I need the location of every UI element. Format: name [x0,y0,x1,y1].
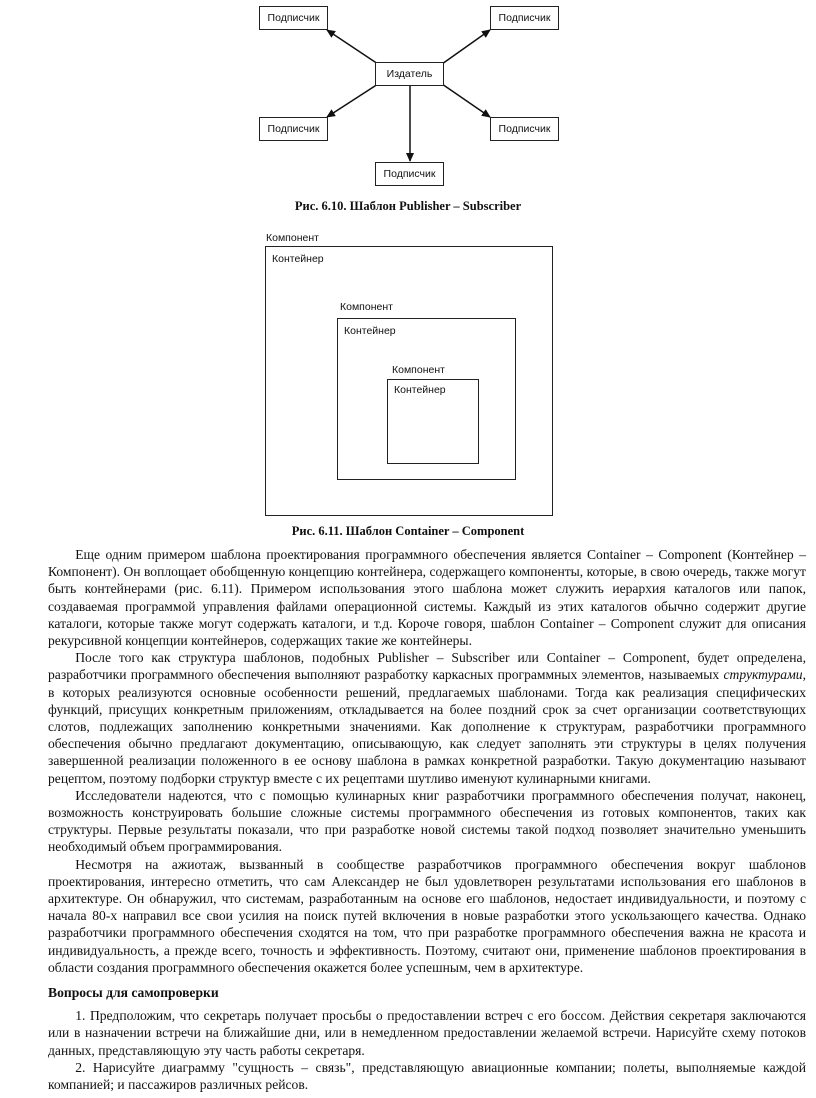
section-heading: Вопросы для самопроверки [48,985,219,1001]
subscriber-node: Подписчик [375,162,444,186]
publisher-node: Издатель [375,62,444,86]
emphasis-term: структурами [723,667,803,683]
figure-caption: Рис. 6.10. Шаблон Publisher – Subscriber [294,199,522,213]
subscriber-node: Подписчик [490,6,559,30]
container-label: Контейнер [394,384,446,396]
component-label: Компонент [392,364,445,376]
subscriber-node: Подписчик [259,117,328,141]
subscriber-node: Подписчик [490,117,559,141]
paragraph-part: После того как структура шаблонов, подобных Publisher – Subscriber или Container – Component, будет определена, разработчики программного обеспечения выполняют разработку каркасных программных элементов, называемых [48,650,806,683]
arrow-top-left [327,30,378,64]
arrow-bottom-left [327,84,378,117]
publisher-subscriber-diagram [0,0,816,200]
container-label: Контейнер [272,253,324,265]
arrow-bottom-right [442,84,490,117]
paragraph: Исследователи надеются, что с помощью кулинарных книг разработчики программного обеспечения получат, наконец, возможность конструировать большие сложные системы программного обеспечения из готовых компонентов, таких как структуры. Первые результаты показали, что при разработке новой системы такой подход позволяет значительно уменьшить необходимый объем программирования. [48,787,806,855]
paragraph: Еще одним примером шаблона проектирования программного обеспечения является Container – Component (Контейнер – Компонент). Он воплощает обобщенную концепцию контейнера, содержащего компоненты, которые, в свою очередь, также могут быть контейнерами (рис. 6.11). Примером использования этого шаблона может служить иерархия каталогов или папок, создаваемая программой управления файлами операционной системы. Каждый из этих каталогов обычно содержит другие каталоги, которые также могут содержать каталоги, и т.д. Короче говоря, шаблон Container – Component служит для описания рекурсивной концепции контейнеров, содержащих такие же контейнеры. [48,547,806,649]
body-text [48,546,806,1093]
figure-caption: Рис. 6.11. Шаблон Container – Component [291,524,525,538]
arrow-top-right [442,30,490,64]
paragraph [48,649,806,787]
question-item: 2. Нарисуйте диаграмму "сущность – связь", представляющую авиационные компании; полеты, выполняемые каждой компанией; и пассажиров различных рейсов. [48,1059,806,1093]
paragraph: Несмотря на ажиотаж, вызванный в сообществе разработчиков программного обеспечения вокруг шаблонов проектирования, интересно отметить, что сам Александер не был удовлетворен результатами использования его шаблонов в архитектуре. Он обнаружил, что системам, разработанным на основе его шаблонов, недостает индивидуальности, и поэтому с начала 80-х направил все свои усилия на поиск путей включения в новые разработки этого ускользающего качества. Однако разработчики программного обеспечения сходятся на том, что при разработке программного обеспечения важна не красота и индивидуальность, а прежде всего, точность и эффективность. Поэтому, считают они, применение шаблонов проектирования в области создания программного обеспечения окажется более успешным, чем в архитектуре. [48,856,806,975]
question-item: 1. Предположим, что секретарь получает просьбы о предоставлении встреч с его боссом. Действия секретаря заключаются или в назначении встречи на ближайшие дни, или в немедленном предоставлении желаемой встречи. Нарисуйте схему потоков данных, представляющую эту часть работы секретаря. [48,1008,806,1058]
container-label: Контейнер [344,325,396,337]
subscriber-node: Подписчик [259,6,328,30]
component-label: Компонент [266,232,319,244]
paragraph-part: , в которых реализуются основные особенности решений, предлагаемых шаблонами. Тогда как реализация специфических функций, присущих конкретным приложениям, откладывается на более поздний срок за счет организации соответствующих слотов, подлежащих заполнению конкретными значениями. Как дополнение к структурам, разработчики программного обеспечения обычно предлагают документацию, описывающую, как следует заполнять эти структуры в целях получения завершенной реализации положенного в ее основу шаблона в рамках конкретной разработки. Такую документацию называют рецептом, поэтому подборки структур вместе с их рецептами шутливо именуют кулинарными книгами. [48,667,806,786]
component-label: Компонент [340,301,393,313]
